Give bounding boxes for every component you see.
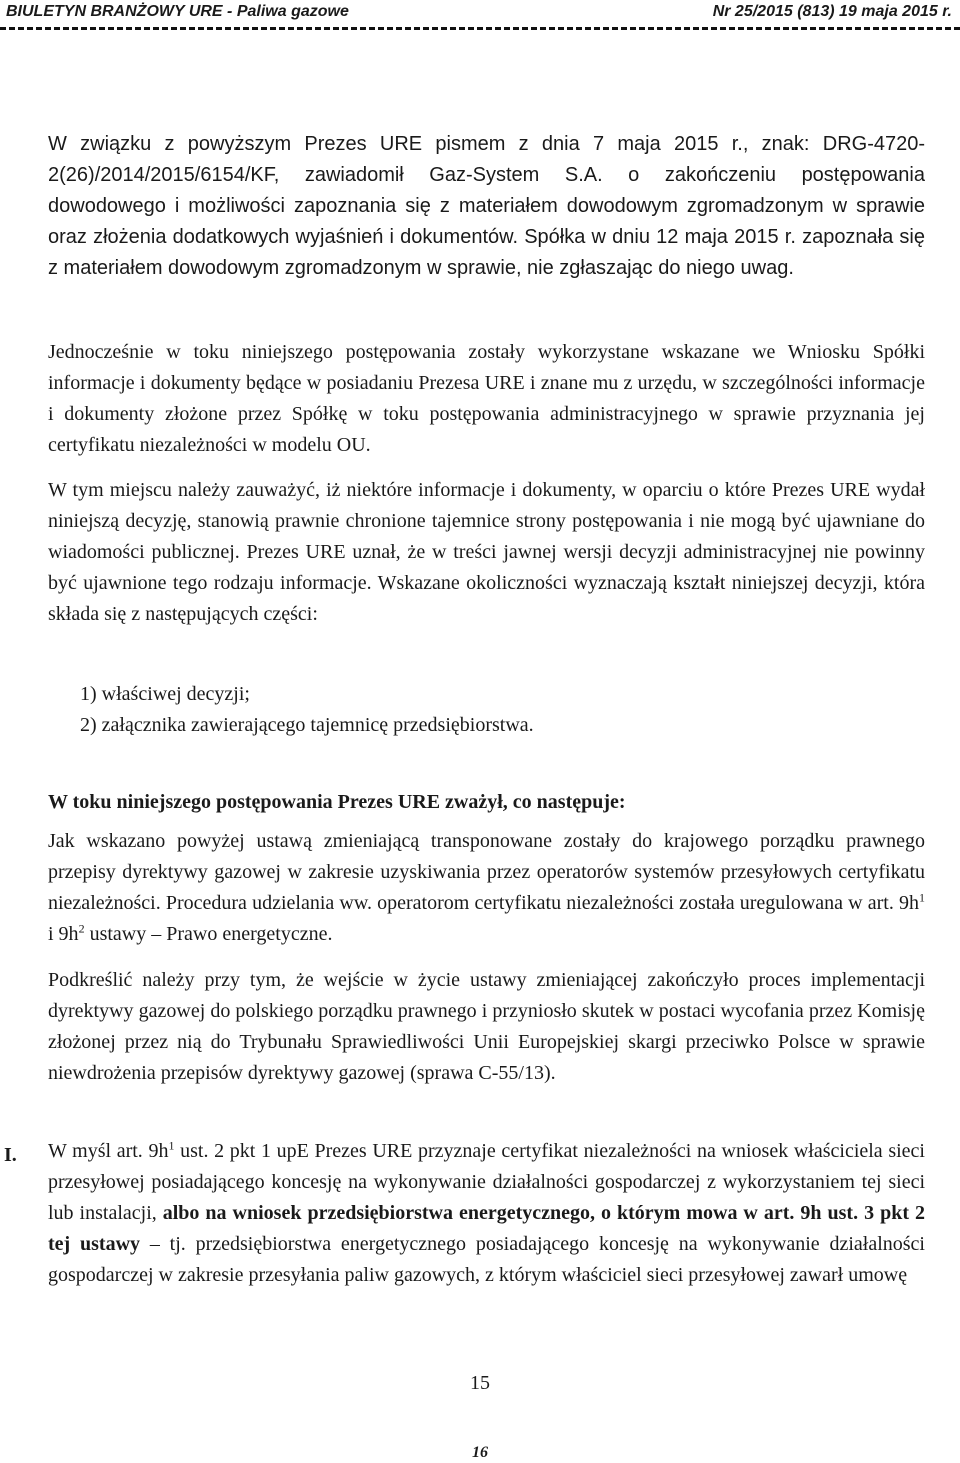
paragraph-implementation: Podkreślić należy przy tym, że wejście w życie ustawy zmieniającej zakończyło proces implementacji dyrektywy gazowej do polskiego porządku prawnego i przyniosło skutek w postaci wycofania przez Komisję złożonej przez nią do Trybunału Sprawiedliwości Unii Europejskiej skargi przeciwko Polsce w sprawie niewdrożenia przepisów dyrektywy gazowej (sprawa C-55/13).	[48, 969, 925, 1084]
paragraph-certificate: W myśl art. $9h^1$ ust. 2 pkt 1 upE Prezes URE przyznaje certyfikat niezależności na wniosek właściciela sieci przesyłowej posiadającego koncesję na wykonywanie działalności gospodarczej z wykorzystaniem tej sieci lub instalacji, albo na wniosek przedsiębiorstwa energetycznego, o którym mowa w art. 9h ust. 3 pkt 2 tej ustawy – tj. przedsiębiorstwa energetycznego posiadającego koncesję na wykonywanie działalności gospodarczej w zakresie przesyłania paliw gazowych, z którym właściciel sieci przesyłowej zawarł umowę	[48, 1138, 925, 1286]
decision-parts-list	[80, 679, 534, 741]
roman-numeral: I.	[4, 1144, 17, 1166]
section-heading: W toku niniejszego postępowania Prezes URE zważył, co następuje:	[48, 791, 626, 813]
header-divider	[0, 27, 960, 30]
bulletin-issue: Nr 25/2015 (813) 19 maja 2015 r.	[712, 3, 952, 20]
paragraph-transposition: Jak wskazano powyżej ustawą zmieniającą transponowane zostały do krajowego porządku prawnego przepisy dyrektywy gazowej w zakresie uzyskiwania przez operatorów systemów przesyłowych certyfikatu niezależności. Procedura udzielania ww. operatorom certyfikatu niezależności została uregulowana w art. $9h^1$ i $9h^2$ ustawy – Prawo energetyczne.	[48, 830, 925, 945]
bulletin-header	[0, 0, 960, 26]
intro-paragraph: W związku z powyższym Prezes URE pismem z dnia 7 maja 2015 r., znak: DRG-4720-2(26)/2014/2015/6154/KF, zawiadomił Gaz-System S.A. o zakończeniu postępowania dowodowego i możliwości zapoznania się z materiałem dowodowym zgromadzonym w sprawie oraz złożenia dodatkowych wyjaśnień i dokumentów. Spółka w dniu 12 maja 2015 r. zapoznała się z materiałem dowodowym zgromadzonym w sprawie, nie zgłaszając do niego uwag.	[48, 133, 925, 279]
paragraph-confidentiality: W tym miejscu należy zauważyć, iż niektóre informacje i dokumenty, w oparciu o które Prezes URE wydał niniejszą decyzję, stanowią prawnie chronione tajemnice strony postępowania i nie mogą być ujawniane do wiadomości publicznej. Prezes URE uznał, że w treści jawnej wersji decyzji administracyjnej nie powinny być ujawnione tego rodzaju informacje. Wskazane okoliczności wyznaczają kształt niniejszej decyzji, która składa się z następujących części:	[48, 479, 925, 625]
list-item: 2) załącznika zawierającego tajemnicę przedsiębiorstwa.	[80, 714, 534, 736]
paragraph-info-sources: Jednocześnie w toku niniejszego postępowania zostały wykorzystane wskazane we Wniosku Spółki informacje i dokumenty będące w posiadaniu Prezesa URE i znane mu z urzędu, w szczególności informacje i dokumenty złożone przez Spółkę w toku postępowania administracyjnego w sprawie przyznania jej certyfikatu niezależności w modelu OU.	[48, 341, 925, 456]
page-number: 15	[470, 1372, 490, 1394]
list-item: 1) właściwej decyzji;	[80, 683, 250, 705]
bulletin-title: BIULETYN BRANŻOWY URE - Paliwa gazowe	[6, 3, 349, 20]
bulletin-page-number: 16	[472, 1444, 488, 1461]
